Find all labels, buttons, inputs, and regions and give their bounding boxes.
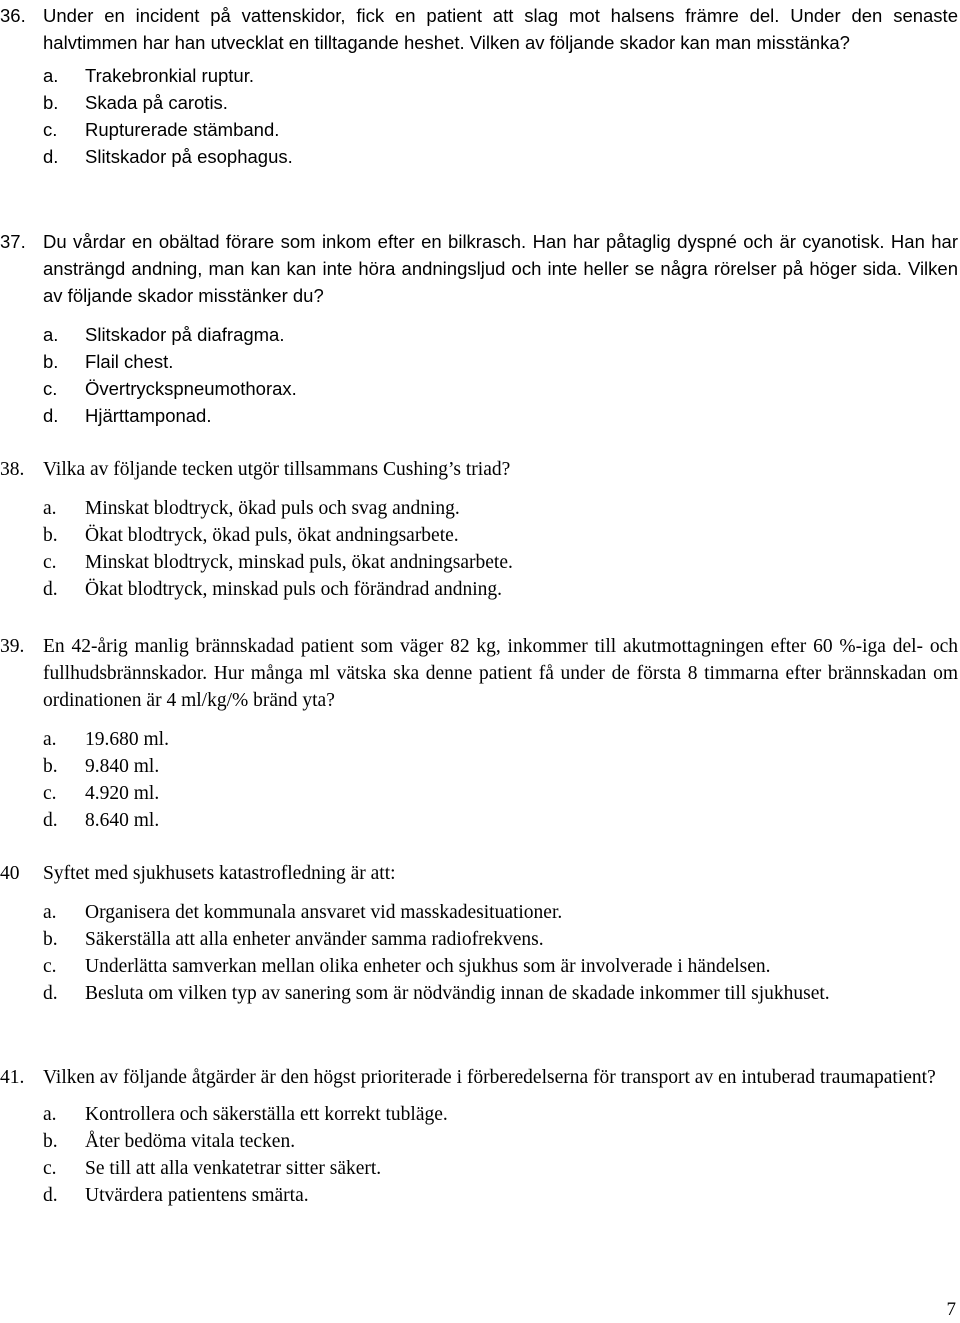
question-36 xyxy=(0,2,958,170)
option-letter: c. xyxy=(43,783,57,804)
question-text: Syftet med sjukhusets katastrofledning är att: xyxy=(43,863,396,884)
option-text: Ökat blodtryck, ökad puls, ökat andningsarbete. xyxy=(85,525,459,546)
option-a xyxy=(0,899,958,926)
option-letter: b. xyxy=(43,929,58,950)
option-c xyxy=(0,953,958,980)
option-letter: b. xyxy=(43,756,58,777)
option-c xyxy=(0,1155,958,1182)
option-letter: b. xyxy=(43,351,59,372)
question-39 xyxy=(0,633,958,834)
option-b xyxy=(0,1128,958,1155)
option-letter: c. xyxy=(43,119,58,140)
option-b xyxy=(0,522,958,549)
option-text: Utvärdera patientens smärta. xyxy=(85,1185,309,1206)
option-c xyxy=(0,780,958,807)
option-c xyxy=(0,549,958,576)
option-b xyxy=(0,753,958,780)
option-letter: b. xyxy=(43,525,58,546)
option-letter: c. xyxy=(43,1158,57,1179)
option-d xyxy=(0,1182,958,1209)
option-text: Slitskador på esophagus. xyxy=(85,146,293,167)
option-letter: d. xyxy=(43,405,59,426)
option-text: Trakebronkial ruptur. xyxy=(85,65,254,86)
question-41 xyxy=(0,1064,958,1209)
options-list xyxy=(0,62,958,170)
option-d xyxy=(0,807,958,834)
option-letter: d. xyxy=(43,146,59,167)
option-text: Ökat blodtryck, minskad puls och förändrad andning. xyxy=(85,579,502,600)
option-text: Kontrollera och säkerställa ett korrekt tubläge. xyxy=(85,1104,448,1125)
option-letter: a. xyxy=(43,729,57,750)
option-text: Se till att alla venkatetrar sitter säkert. xyxy=(85,1158,382,1179)
option-a xyxy=(0,1101,958,1128)
question-number: 41. xyxy=(0,1067,25,1088)
options-list xyxy=(0,1101,958,1209)
question-37 xyxy=(0,228,958,429)
option-text: Minskat blodtryck, ökad puls och svag andning. xyxy=(85,498,460,519)
option-d xyxy=(0,402,958,429)
question-40 xyxy=(0,860,958,1007)
option-letter: b. xyxy=(43,92,59,113)
option-text: Skada på carotis. xyxy=(85,92,228,113)
options-list xyxy=(0,899,958,1007)
option-letter: c. xyxy=(43,956,57,977)
option-text: 4.920 ml. xyxy=(85,783,160,804)
option-text: Minskat blodtryck, minskad puls, ökat andningsarbete. xyxy=(85,552,513,573)
option-a xyxy=(0,321,958,348)
question-text: Vilka av följande tecken utgör tillsammans Cushing’s triad? xyxy=(43,459,511,480)
question-text: En 42-årig manlig brännskadad patient som väger 82 kg, inkommer till akutmottagningen efter 60 %-iga del- och fullhudsbrännskador. Hur många ml vätska ska denne patient få under de första 8 timmarna efter brännskadan om ordinationen är 4 ml/kg/% bränd yta? xyxy=(43,636,958,711)
option-a xyxy=(0,62,958,89)
option-d xyxy=(0,143,958,170)
option-text: 9.840 ml. xyxy=(85,756,160,777)
option-text: Övertryckspneumothorax. xyxy=(85,378,297,399)
option-letter: a. xyxy=(43,498,57,519)
options-list xyxy=(0,726,958,834)
option-text: Underlätta samverkan mellan olika enheter och sjukhus som är involverade i händelsen. xyxy=(85,956,771,977)
question-text: Du vårdar en obältad förare som inkom efter en bilkrasch. Han har påtaglig dyspné och är cyanotisk. Han har ansträngd andning, man kan kan inte höra andningsljud och inte heller se några rörelser på höger sida. Vilken av följande skador misstänker du? xyxy=(43,231,958,306)
option-a xyxy=(0,726,958,753)
option-text: Slitskador på diafragma. xyxy=(85,324,285,345)
option-letter: d. xyxy=(43,983,58,1004)
option-text: Organisera det kommunala ansvaret vid masskadesituationer. xyxy=(85,902,563,923)
option-text: Säkerställa att alla enheter använder samma radiofrekvens. xyxy=(85,929,544,950)
option-text: 19.680 ml. xyxy=(85,729,169,750)
option-text: Rupturerade stämband. xyxy=(85,119,280,140)
option-text: Hjärttamponad. xyxy=(85,405,212,426)
options-list xyxy=(0,321,958,429)
option-b xyxy=(0,926,958,953)
options-list xyxy=(0,495,958,603)
option-letter: c. xyxy=(43,552,57,573)
question-text: Vilken av följande åtgärder är den högst prioriterade i förberedelserna för transport av en intuberad traumapatient? xyxy=(43,1067,936,1088)
option-a xyxy=(0,495,958,522)
question-number: 39. xyxy=(0,636,25,657)
option-letter: a. xyxy=(43,1104,57,1125)
option-text: Besluta om vilken typ av sanering som är nödvändig innan de skadade inkommer till sjukhuset. xyxy=(85,983,830,1004)
option-letter: d. xyxy=(43,1185,58,1206)
option-b xyxy=(0,89,958,116)
option-text: Flail chest. xyxy=(85,351,174,372)
option-b xyxy=(0,348,958,375)
option-d xyxy=(0,980,958,1007)
question-number: 40 xyxy=(0,863,20,884)
option-letter: d. xyxy=(43,579,58,600)
option-letter: a. xyxy=(43,65,59,86)
option-letter: a. xyxy=(43,902,57,923)
option-c xyxy=(0,116,958,143)
option-letter: b. xyxy=(43,1131,58,1152)
option-letter: d. xyxy=(43,810,58,831)
question-text: Under en incident på vattenskidor, fick en patient att slag mot halsens främre del. Under den senaste halvtimmen har han utvecklat en tilltagande heshet. Vilken av följande skador kan man misstänka? xyxy=(43,5,958,53)
question-number: 38. xyxy=(0,459,25,480)
page-number: 7 xyxy=(946,1299,956,1320)
option-letter: c. xyxy=(43,378,58,399)
option-c xyxy=(0,375,958,402)
option-text: Åter bedöma vitala tecken. xyxy=(85,1131,296,1152)
question-number: 37. xyxy=(0,231,26,252)
option-d xyxy=(0,576,958,603)
question-38 xyxy=(0,456,958,603)
option-text: 8.640 ml. xyxy=(85,810,160,831)
option-letter: a. xyxy=(43,324,59,345)
question-number: 36. xyxy=(0,5,26,26)
